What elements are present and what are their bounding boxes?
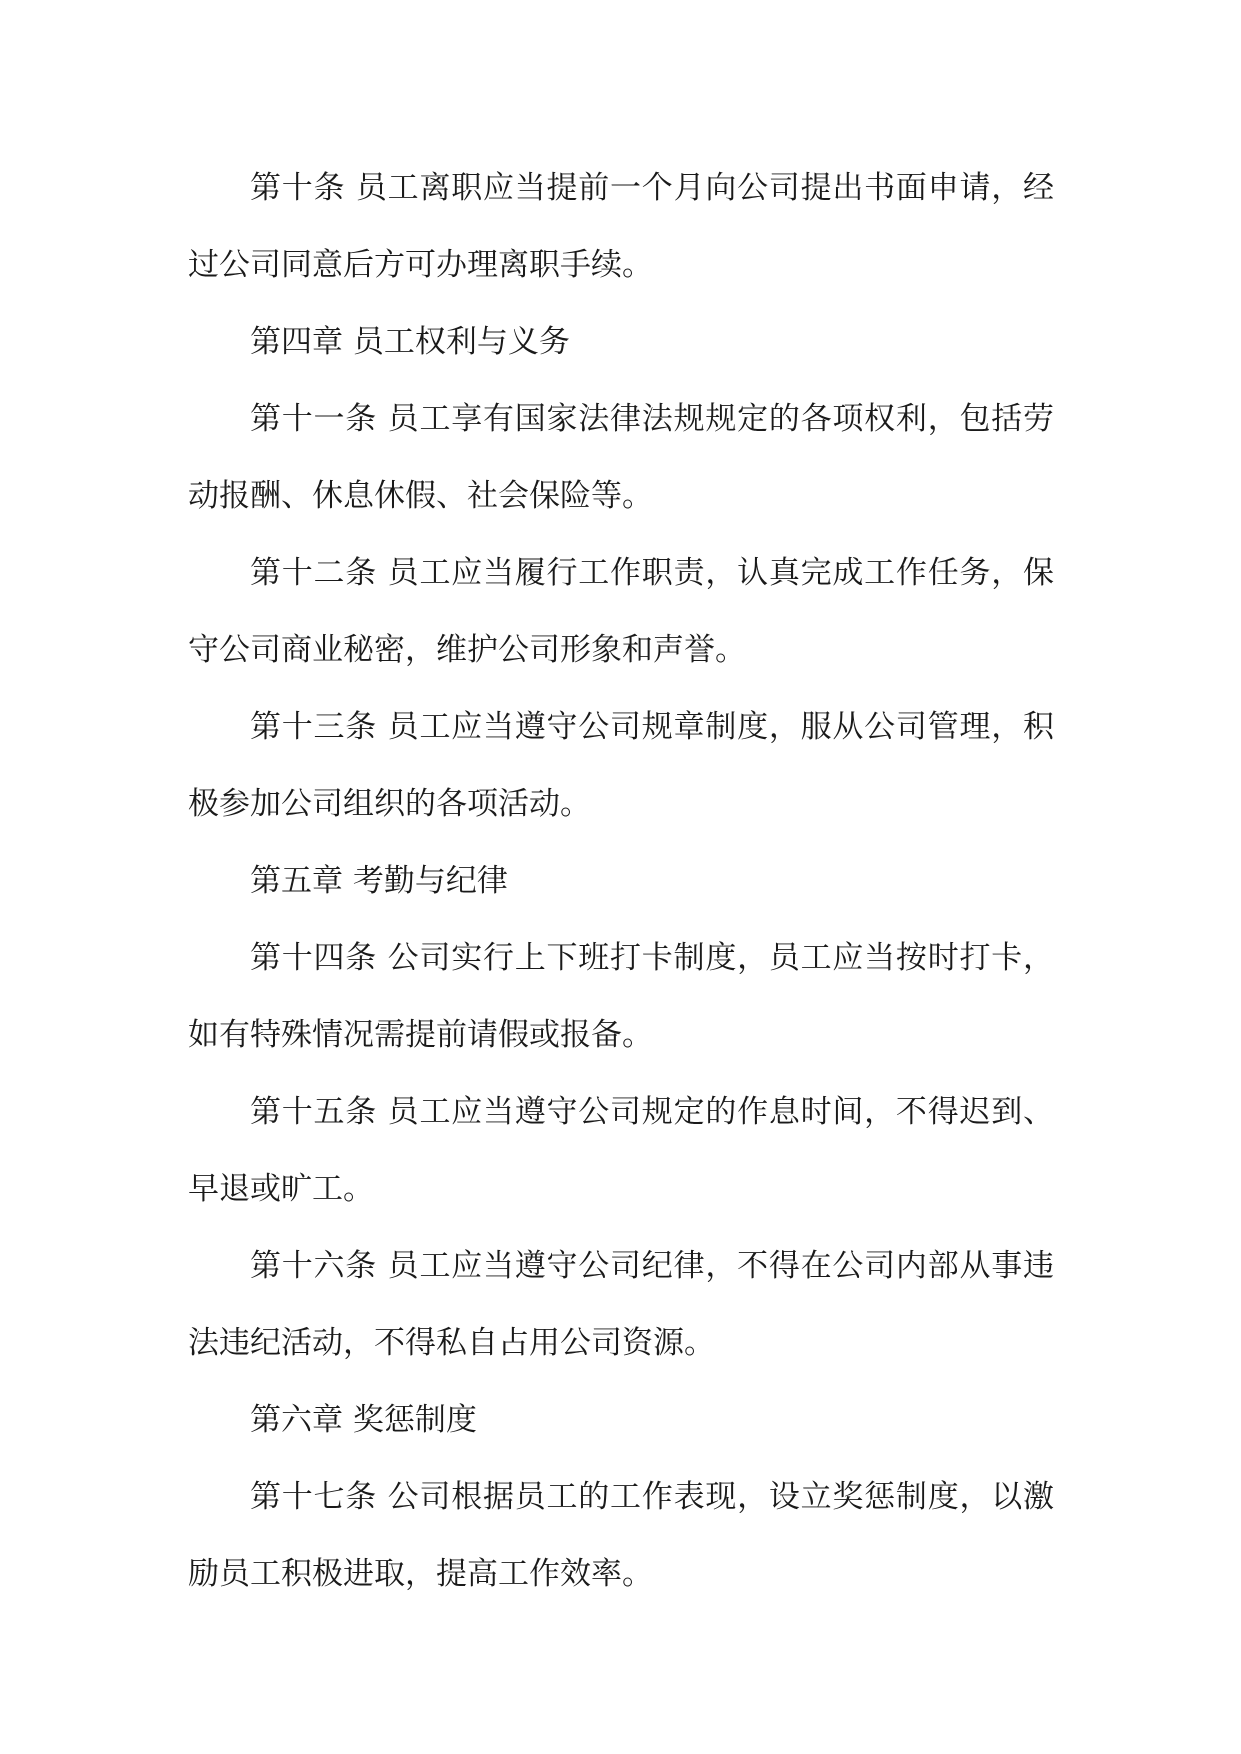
article-16: 第十六条 员工应当遵守公司纪律，不得在公司内部从事违法违纪活动，不得私自占用公司资源。 [188,1248,1054,1361]
article-10: 第十条 员工离职应当提前一个月向公司提出书面申请，经过公司同意后方可办理离职手续。 [188,170,1054,283]
chapter-6-heading: 第六章 奖惩制度 [250,1402,477,1438]
chapter-4-heading: 第四章 员工权利与义务 [250,324,570,360]
article-14: 第十四条 公司实行上下班打卡制度，员工应当按时打卡，如有特殊情况需提前请假或报备。 [188,940,1054,1053]
article-12: 第十二条 员工应当履行工作职责，认真完成工作任务，保守公司商业秘密，维护公司形象和声誉。 [188,555,1054,668]
document-body [188,150,1054,1613]
chapter-5-heading: 第五章 考勤与纪律 [250,863,508,899]
article-15: 第十五条 员工应当遵守公司规定的作息时间，不得迟到、早退或旷工。 [188,1094,1054,1207]
article-13: 第十三条 员工应当遵守公司规章制度，服从公司管理，积极参加公司组织的各项活动。 [188,709,1054,822]
article-17: 第十七条 公司根据员工的工作表现，设立奖惩制度，以激励员工积极进取，提高工作效率。 [188,1479,1054,1592]
article-11: 第十一条 员工享有国家法律法规规定的各项权利，包括劳动报酬、休息休假、社会保险等。 [188,401,1054,514]
